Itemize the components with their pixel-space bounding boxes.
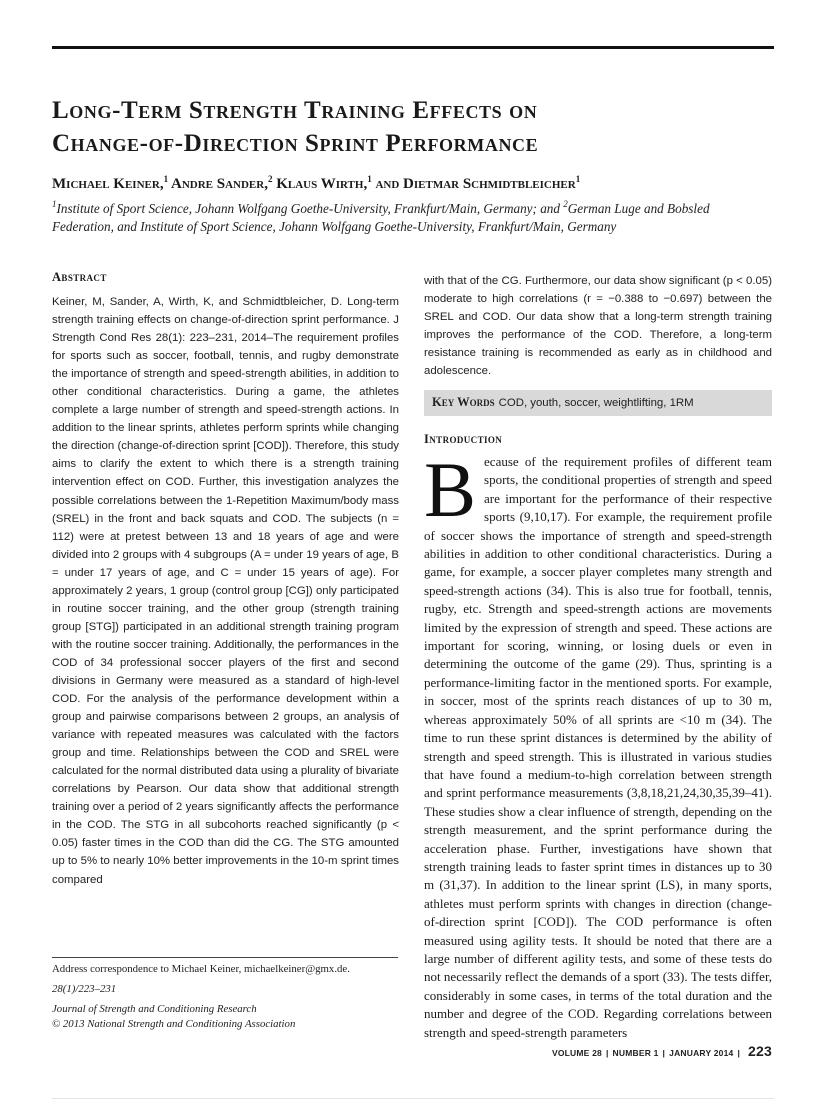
- article-title: [52, 94, 774, 160]
- bottom-edge-line: [52, 1098, 774, 1099]
- abstract-heading: Abstract: [52, 270, 107, 284]
- page-footer: [552, 1043, 772, 1059]
- footnote-rule: [52, 957, 398, 958]
- correspondence-note: Address correspondence to Michael Keiner, michaelkeiner@gmx.de.: [52, 963, 350, 975]
- author-name: Andre Sander,: [168, 176, 268, 192]
- author-affil-marker: 1: [367, 174, 372, 184]
- copyright-note: © 2013 National Strength and Conditioning Association: [52, 1018, 296, 1030]
- author-name: Klaus Wirth,: [272, 176, 368, 192]
- title-line-1: Long-Term Strength Training Effects on: [52, 97, 538, 124]
- keywords-text: COD, youth, soccer, weightlifting, 1RM: [498, 397, 694, 409]
- issue-citation: 28(1)/223–231: [52, 983, 117, 995]
- introduction-body: [424, 446, 772, 1042]
- title-line-2: Change-of-Direction Sprint Performance: [52, 130, 539, 157]
- keywords-box: [424, 390, 772, 416]
- top-rule: [52, 46, 774, 49]
- footer-separator: |: [737, 1048, 741, 1058]
- author-name: Michael Keiner,: [52, 176, 164, 192]
- author-list: [52, 176, 774, 193]
- affiliations: [52, 200, 774, 235]
- footer-separator: |: [662, 1048, 666, 1058]
- journal-name: Journal of Strength and Conditioning Research: [52, 1003, 257, 1015]
- abstract-continued: with that of the CG. Furthermore, our data show significant (p < 0.05) moderate to high correlations (r = −0.388 to −0.697) between the SREL and COD. Our data show that a long-term strength training improves the performance of the COD. Therefore, a long-term resistance training is recommended as early as in childhood and adolescence.: [424, 275, 772, 378]
- footer-volume: VOLUME 28: [551, 1048, 602, 1058]
- author-affil-marker: 1: [163, 174, 169, 184]
- abstract-body: Keiner, M, Sander, A, Wirth, K, and Schmidtbleicher, D. Long-term strength training effects on change-of-direction sprint performance. J Strength Cond Res 28(1): 223–231, 2014–The requirement profiles for sports such as soccer, football, tennis, and rugby demonstrate the importance of strength and speed-strength abilities, in addition to other conditional characteristics. During a game, the athletes complete a large number of strength and speed-strength actions. In addition to the linear sprints, athletes perform sprints while changing the direction (change-of-direction sprint [COD]). Therefore, this study aims to clarify the extent to which there is a strength training intervention effect on COD. Further, this investigation analyzes the possible correlations between the 1-Repetition Maximum/body mass (SREL) in the front and back squats and COD. The subjects (n = 112) were at pretest between 13 and 18 years of age and were divided into 2 groups with 4 subgroups (A = under 19 years of age, B = under 17 years of age, and C = under 15 years of age). For approximately 2 years, 1 group (control group [CG]) only participated in routine soccer training, and the other group (strength training group [STG]) participated in an additional strength training program with the routine soccer training. Additionally, the performances in the COD of 34 professional soccer players of the first and second divisions in Germany were measured as a standard of high-level COD. For the analysis of the performance development within a group and pairwise comparisons between 2 groups, an analysis of variance with repeated measures was calculated with the factors group and time. Relationships between the COD and SREL were calculated for the normal distributed data using a plurality of bivariate correlations by Pearson. Our data show that additional strength training over a period of 2 years significantly affects the performance in the COD. The STG in all subcohorts reached significantly (p < 0.05) faster times in the COD than did the CG. The STG amounted up to 5% to nearly 10% better improvements in the 10-m sprint times compared: [52, 296, 399, 886]
- drop-cap: B: [424, 446, 477, 533]
- footer-date: JANUARY 2014: [669, 1048, 734, 1058]
- keywords-label: Key Words: [432, 395, 495, 409]
- author-name: and Dietmar Schmidtbleicher: [371, 176, 576, 192]
- affil-text: Institute of Sport Science, Johann Wolfgang Goethe-University, Frankfurt/Main, Germany; and: [56, 201, 564, 216]
- page-number: 223: [748, 1043, 772, 1059]
- footer-separator: |: [605, 1048, 609, 1058]
- affil-marker: 1: [52, 199, 57, 209]
- introduction-heading: Introduction: [424, 432, 503, 446]
- introduction-text: ecause of the requirement profiles of different team sports, the conditional properties of strength and speed are important for the performance of their respective sports (9,10,17). For example, the requirement profile of soccer shows the importance of strength and speed-strength abilities in addition to other conditional characteristics. During a game, for example, a soccer player completes many strength and speed-strength actions (34). This is also true for football, tennis, rugby, etc. Strength and speed-strength actions are movements limited by the expression of strength and speed. These actions are important for scoring, winning, or losing duels or even in determining the outcome of the game (29). Thus, sprinting is a performance-limiting factor in the mentioned sports. For example, in soccer, most of the sprints reach distances of up to 30 m, whereas approximately 50% of all sprints are <10 m (34). The time to run these sprint distances is determined by the ability of strength and speed strength. This is illustrated in various studies that have found a medium-to-high correlation between strength and sprint performance measurements (3,8,18,21,24,30,35,39–41). These studies show a clear influence of strength, depending on the strength measurement, and the sprint performance during the acceleration phase. Further, investigations have shown that strength training leads to faster sprint times in distances up to 30 m (31,37). In addition to the linear sprint (LS), in many sports, athletes must perform sprints with changes in direction (change-of-direction sprint [COD]). The COD performance is often measured using agility tests. It should be noted that there are a large number of different agility tests, and some of these tests do not necessarily reflect the demands of a sport (33). The tests differ, considerably in some cases, in terms of the total duration and the number and degree of the COD. Regarding correlations between strength and speed-strength parameters: [424, 454, 772, 1040]
- author-affil-marker: 1: [575, 174, 581, 184]
- author-affil-marker: 2: [267, 174, 273, 184]
- footer-number: NUMBER 1: [612, 1048, 659, 1058]
- affil-marker: 2: [563, 199, 568, 209]
- affil-text: German Luge and Bobsled Federation, and Institute of Sport Science, Johann Wolfgang Goethe-University, Frankfurt/Main, Germany: [52, 201, 710, 234]
